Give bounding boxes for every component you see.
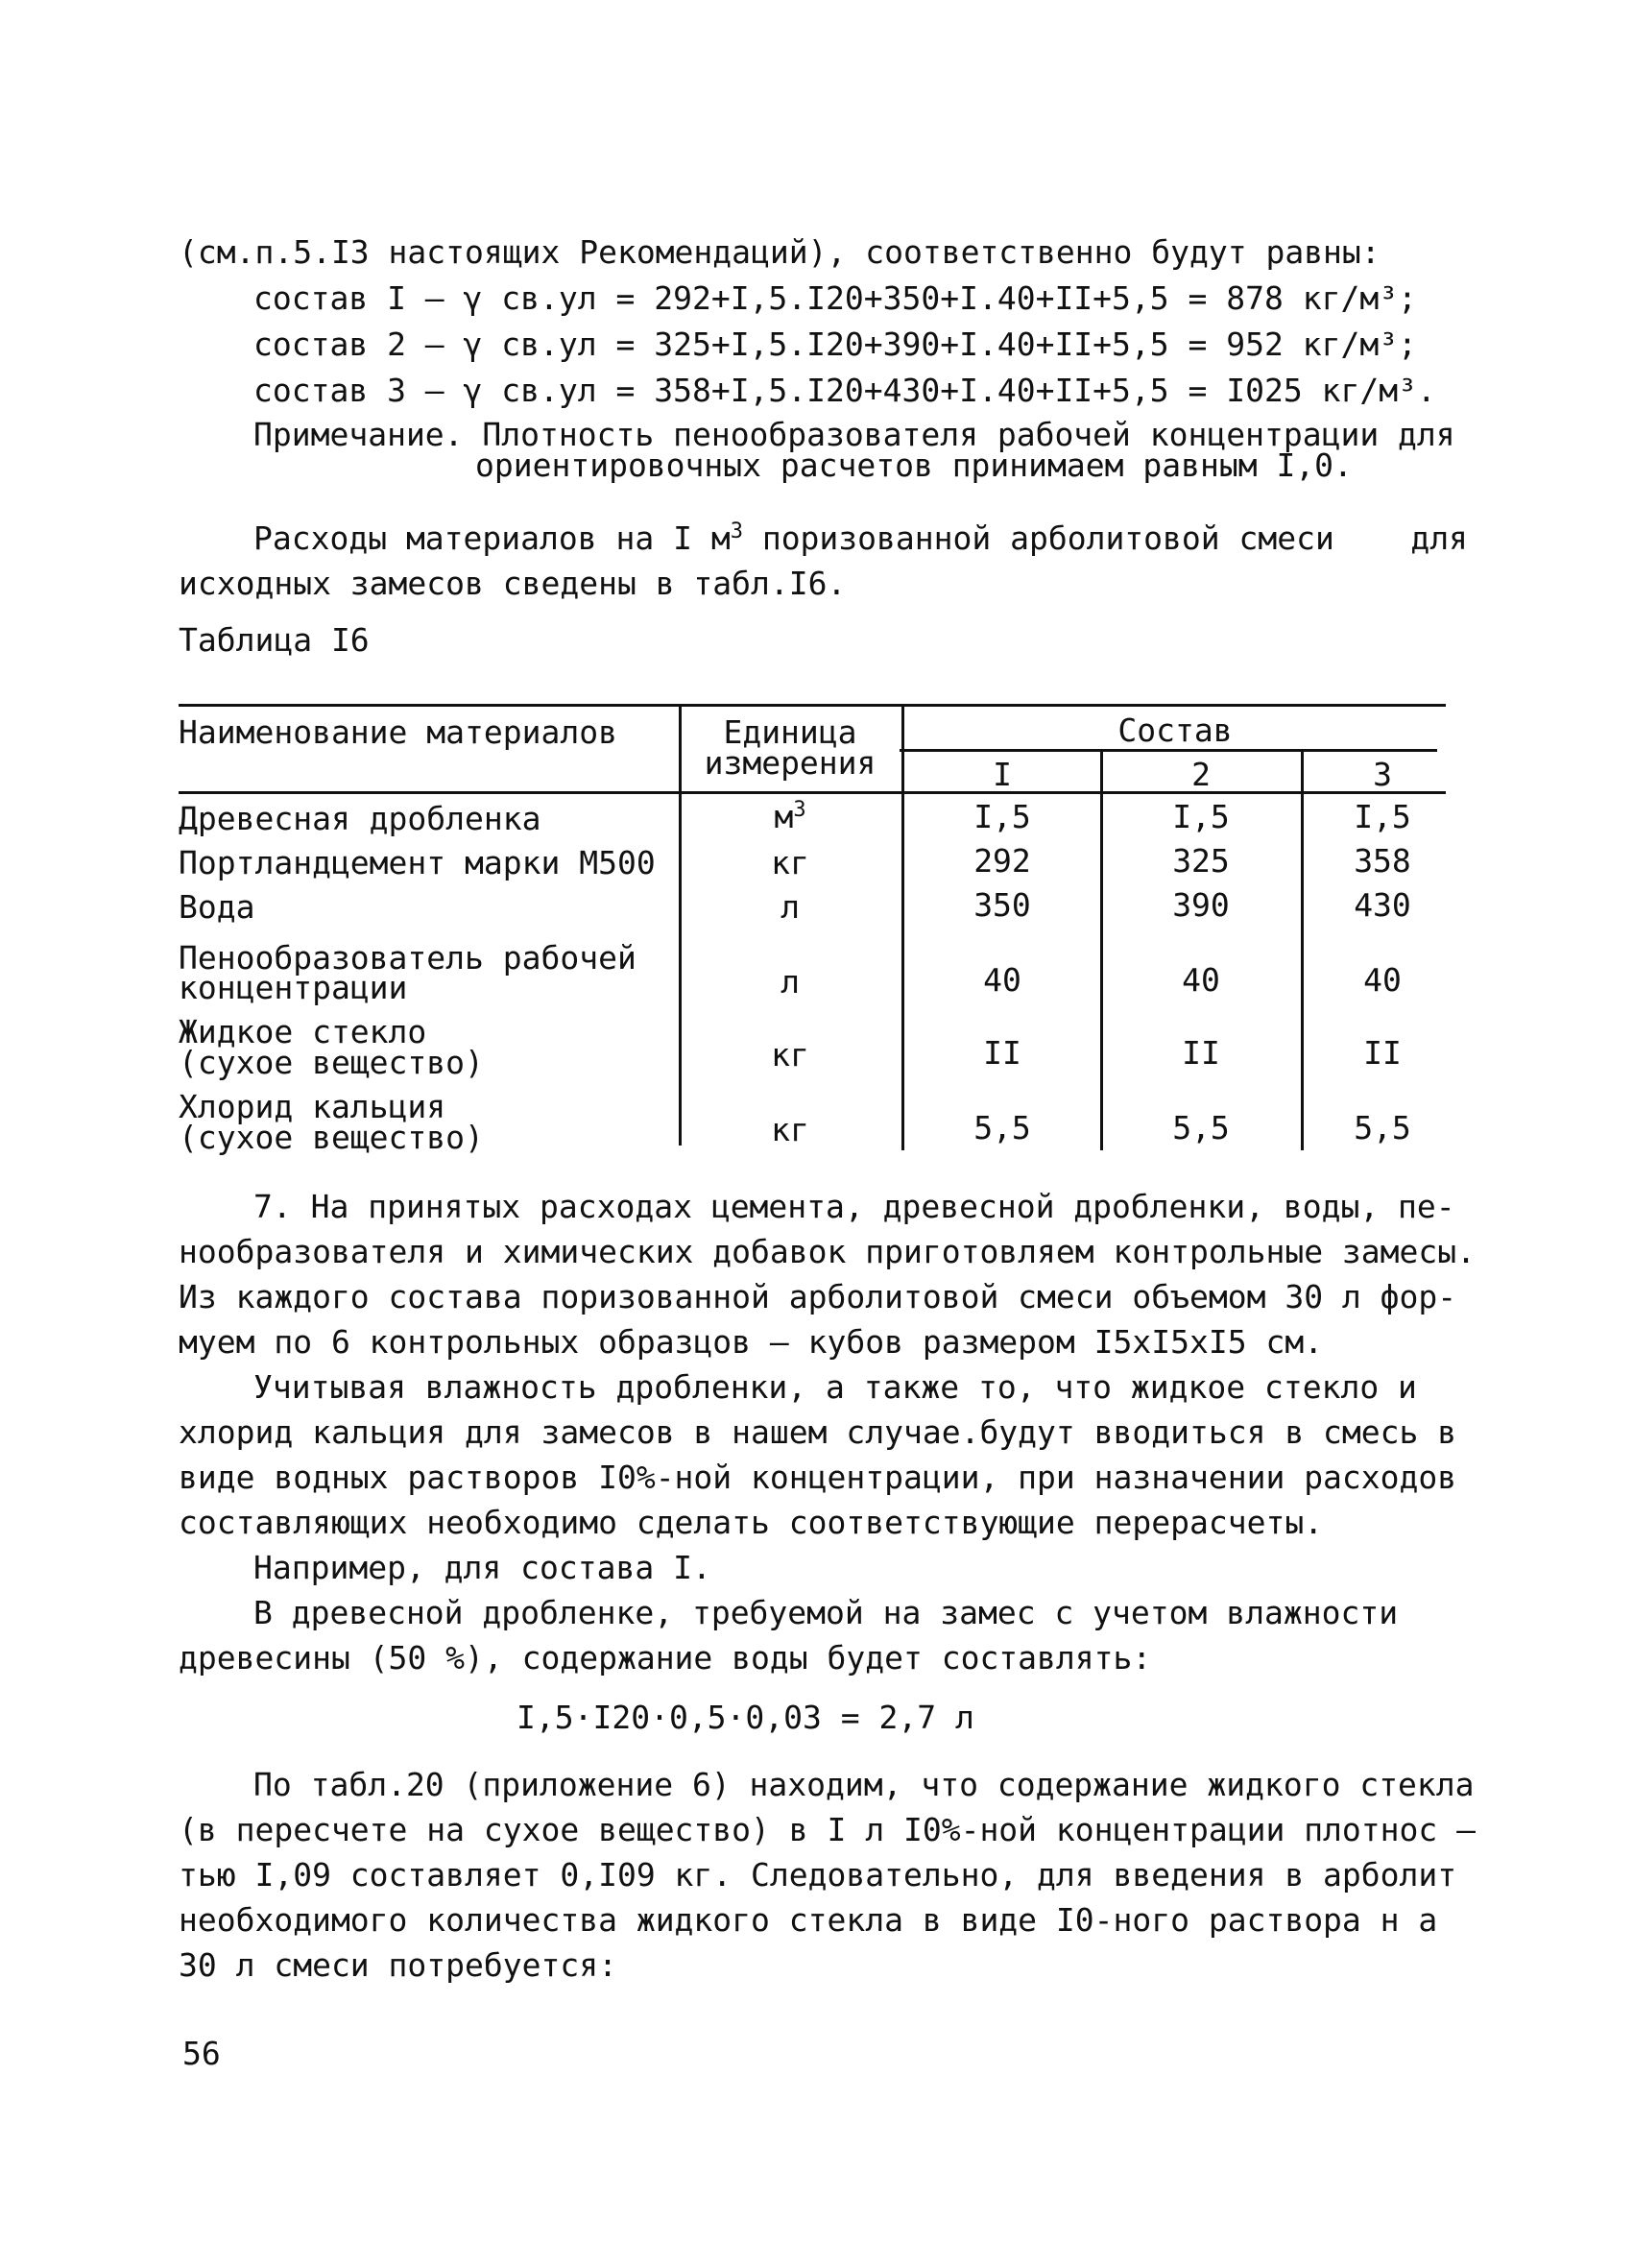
row-value-col-2: 325: [1172, 842, 1230, 880]
moisture-line: Учитывая влажность дробленки, а также то, что жидкое стекло и: [253, 1368, 1417, 1406]
row-value-col-3: 40: [1363, 961, 1402, 999]
header-composition: Состав: [1117, 712, 1233, 749]
row-name: Портландцемент марки М500: [179, 844, 656, 881]
moisture-line: виде водных растворов I0%-ной концентрации, при назначении расходов: [179, 1459, 1457, 1496]
intro-line: (см.п.5.I3 настоящих Рекомендаций), соответственно будут равны:: [179, 233, 1381, 271]
row-unit: л: [780, 888, 800, 926]
table20-line: 30 л смеси потребуется:: [179, 1946, 617, 1984]
para7-line: 7. На принятых расходах цемента, древесной дробленки, воды, пе-: [253, 1188, 1455, 1225]
row-unit: $м^3$: [774, 798, 806, 835]
row-unit: л: [780, 963, 800, 1001]
table20-line: По табл.20 (приложение 6) находим, что содержание жидкого стекла: [253, 1766, 1475, 1803]
row-name: Пенообразователь рабочей: [179, 939, 636, 977]
row-value-col-1: II: [983, 1034, 1021, 1072]
row-name-cont: (сухое вещество): [179, 1044, 484, 1081]
table-caption: Таблица I6: [179, 621, 370, 659]
header-unit-1: Единица: [723, 713, 857, 751]
header-col-3: 3: [1373, 756, 1392, 793]
row-name-cont: концентрации: [179, 969, 408, 1006]
row-name: Вода: [179, 888, 255, 926]
formula-composition-3: состав 3 – γ св.ул = 358+I,5.I20+430+I.40+II+5,5 = I025 кг/м³.: [253, 372, 1436, 409]
table20-line: (в пересчете на сухое вещество) в I л I0%-ной концентрации плотнос –: [179, 1811, 1477, 1848]
page-number: 56: [182, 2035, 221, 2072]
row-value-col-3: 5,5: [1354, 1109, 1411, 1146]
note-line-2: ориентировочных расчетов принимаем равным I,0.: [475, 446, 1353, 484]
row-value-col-2: 390: [1172, 886, 1230, 924]
row-value-col-3: II: [1363, 1034, 1402, 1072]
row-value-col-1: 350: [973, 886, 1031, 924]
row-unit: кг: [771, 1111, 809, 1148]
formula-composition-1: состав I – γ св.ул = 292+I,5.I20+350+I.40+II+5,5 = 878 кг/м³;: [253, 279, 1417, 317]
moisture-line: хлорид кальция для замесов в нашем случае.будут вводиться в смесь в: [179, 1413, 1457, 1451]
row-value-col-1: 40: [983, 961, 1021, 999]
row-name-cont: (сухое вещество): [179, 1119, 484, 1156]
table-top-rule: [179, 704, 1446, 707]
row-value-col-1: I,5: [973, 798, 1031, 835]
row-name: Хлорид кальция: [179, 1088, 446, 1125]
row-value-col-2: 40: [1182, 961, 1220, 999]
row-value-col-3: I,5: [1354, 798, 1411, 835]
table-vline-1: [679, 704, 682, 1146]
table20-line: тью I,09 составляет 0,I09 кг. Следовательно, для введения в арболит: [179, 1856, 1457, 1894]
formula-composition-2: состав 2 – γ св.ул = 325+I,5.I20+390+I.40+II+5,5 = 952 кг/м³;: [253, 326, 1417, 363]
table-vline-3: [1100, 749, 1103, 1150]
row-value-col-3: 430: [1354, 886, 1411, 924]
water-formula: I,5·I20·0,5·0,03 = 2,7 л: [516, 1699, 974, 1736]
header-unit-2: измерения: [704, 744, 877, 782]
row-value-col-1: 5,5: [973, 1109, 1031, 1146]
row-value-col-2: I,5: [1172, 798, 1230, 835]
row-value-col-2: II: [1182, 1034, 1220, 1072]
row-unit: кг: [771, 844, 809, 881]
row-name: Жидкое стекло: [179, 1013, 427, 1050]
para7-line: нообразователя и химических добавок приготовляем контрольные замесы.: [179, 1233, 1477, 1270]
note-line-1: Примечание. Плотность пенообразователя рабочей концентрации для: [253, 416, 1455, 453]
table20-line: необходимого количества жидкого стекла в виде I0-ного раствора н а: [179, 1901, 1438, 1939]
para7-line: Из каждого состава поризованной арболитовой смеси объемом 30 л фор-: [179, 1278, 1457, 1315]
consumption-line-1: Расходы материалов на I $м^3$ поризованной арболитовой смеси для: [253, 519, 1468, 557]
row-name: Древесная дробленка: [179, 800, 541, 837]
header-name: Наименование материалов: [179, 713, 617, 751]
header-col-1: I: [993, 756, 1012, 793]
row-value-col-3: 358: [1354, 842, 1411, 880]
wood-line: древесины (50 %), содержание воды будет составлять:: [179, 1639, 1152, 1677]
table-vline-4: [1301, 749, 1304, 1150]
moisture-line: составляющих необходимо сделать соответствующие перерасчеты.: [179, 1504, 1324, 1541]
para7-line: муем по 6 контрольных образцов – кубов размером I5xI5xI5 см.: [179, 1323, 1324, 1361]
row-unit: кг: [771, 1036, 809, 1074]
row-value-col-2: 5,5: [1172, 1109, 1230, 1146]
row-value-col-1: 292: [973, 842, 1031, 880]
header-col-2: 2: [1191, 756, 1211, 793]
consumption-line-2: исходных замесов сведены в табл.I6.: [179, 565, 847, 602]
table-vline-2: [901, 704, 904, 1150]
wood-line: В древесной дробленке, требуемой на замес с учетом влажности: [253, 1594, 1399, 1631]
example-line: Например, для состава I.: [253, 1549, 711, 1586]
